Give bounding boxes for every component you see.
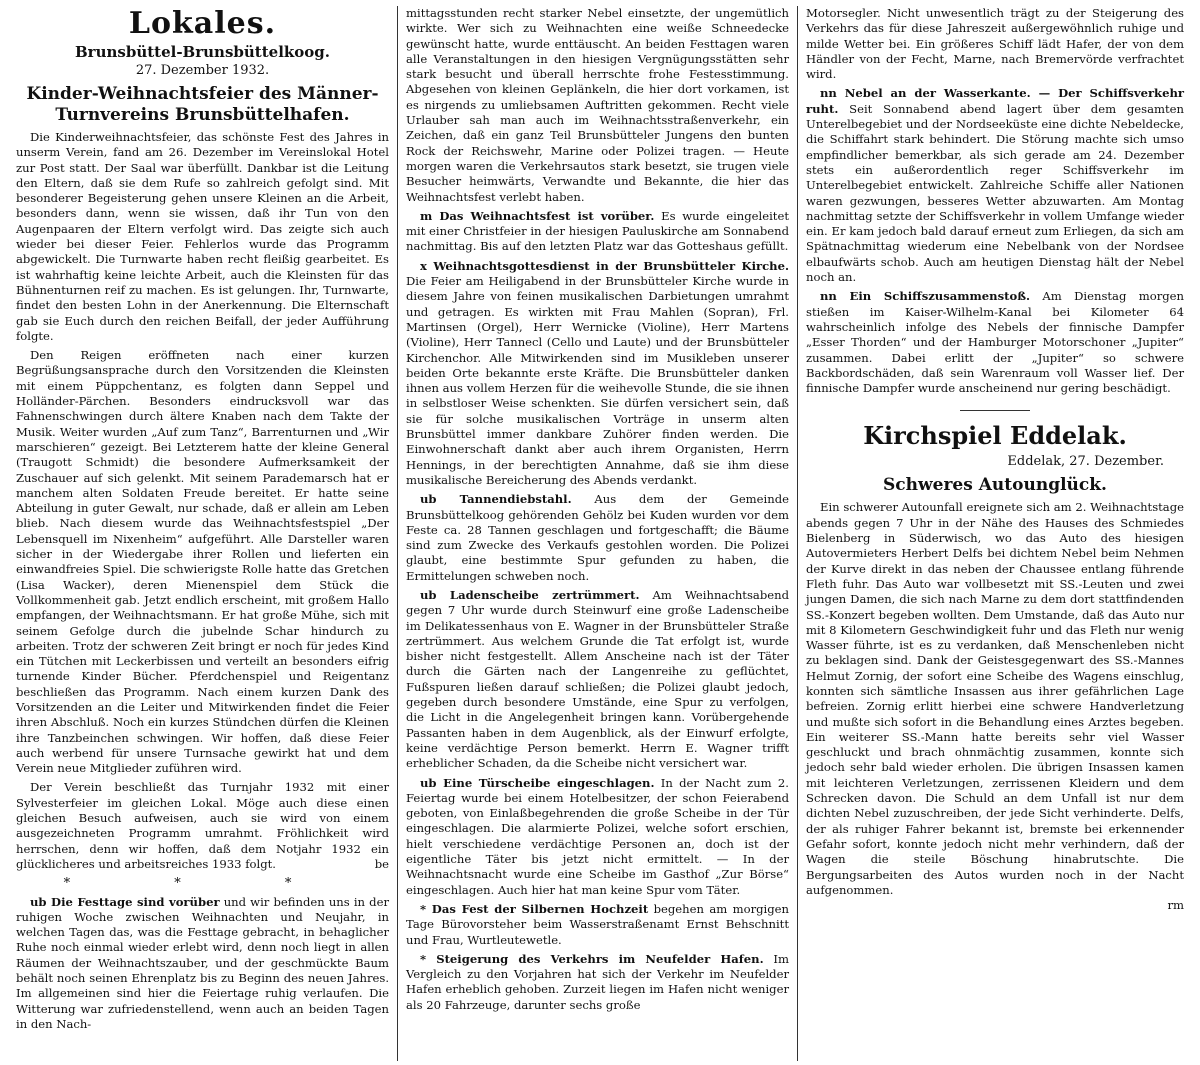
article-lead: ub Die Festtage sind vorüber [30, 894, 220, 909]
article-text: begehen am morgigen Tage Bürovorsteher beim Wasserstraßenamt Ernst Behschnitt und Frau, Wurtleutewetle. [406, 901, 790, 947]
article-ladenscheibe [406, 588, 789, 772]
article-lead: nn Ein Schiffszusammenstoß. [820, 289, 1031, 304]
article-lead: * Das Fest der Silbernen Hochzeit [420, 901, 649, 916]
article-text: und wir befinden uns in der ruhigen Woche zwischen Weihnachten und Neujahr, in welchen Tagen das, was die Festtage gebracht, in behaglicher Ruhe noch einmal wieder erlebt wird, denn noch liegt in allen Räumen der Weihnachtszauber, und der geschmückte Baum behält noch seinen Ehrenplatz bis zu Beginn des neuen Jahres. Im allgemeinen sind hier die Feiertage ruhig verlaufen. Die Witterung war zufriedenstellend, wenn auch an beiden Tagen in den Nach- [16, 894, 389, 1031]
article-lead: nn Nebel an der Wasserkante. — Der Schiffsverkehr ruht. [806, 86, 1184, 116]
article-tannendiebstahl [406, 492, 789, 584]
article-lead: x Weihnachtsgottesdienst in der Brunsbütteler Kirche. [420, 258, 789, 273]
article-text: Es wurde eingeleitet mit einer Christfeier in der hiesigen Pauluskirche am Sonnabend nachmittag. Bis auf den letzten Platz war das Gotteshaus gefüllt. [406, 208, 789, 254]
article-neufelder-hafen [406, 952, 789, 1013]
author-signature: be [374, 857, 389, 872]
article-text: Die Feier am Heiligabend in der Brunsbütteler Kirche wurde in diesem Jahre von feinen musikalischen Darbietungen umrahmt und getragen. Es wirkten mit Frau Mahlen (Sopran), Frl. Martinsen (Orgel), Herr Wernicke (Violine), Herr Martens (Violine), Herr Tannecl (Cello und Laute) und der Brunsbütteler Kirchenchor. Alle Mitwirkenden sind im Musikleben unserer beiden Orte bekannte erste Kräfte. Die Brunsbütteler danken ihnen aus vollem Herzen für die weihevolle Stunde, die sie ihnen in selbstloser Weise schenkten. Sie dürfen versichert sein, daß sie für solche musikalischen Vorträge in unserm alten Brunsbüttel immer dankbare Zuhörer finden werden. Die Einwohnerschaft dankt aber auch ihrem Organisten, Herrn Hennings, in der berechtigten Annahme, daß sie ihm diese musikalische Bereicherung des Abends verdankt. [406, 274, 789, 487]
article-nebel [806, 86, 1184, 285]
dateline: 27. Dezember 1932. [135, 63, 270, 78]
article-gottesdienst [406, 259, 789, 488]
article-paragraph: Die Kinderweihnachtsfeier, das schönste Fest des Jahres in unserm Verein, fand am 26. Dezember im Vereinslokal Hotel zur Post statt. Der Saal war überfüllt. Dankbar ist die Leitung den Eltern, daß sie dem Rufe so zahlreich gefolgt sind. Mit besonderer Begeisterung gehen unsere Kleinen an die Arbeit, besonders dann, wenn sie wissen, daß ihr Tun von den Augenpaaren der Eltern verfolgt wird. Das zeigte sich auch wieder bei dieser Feier. Fehlerlos wurde das Programm abgewickelt. Die Turnwarte haben recht fleißig gearbeitet. Es ist wahrhaftig keine leichte Arbeit, auch die Kleinsten für das Bühnenturnen reif zu machen. Es ist gelungen. Ihr, Turnwarte, findet den besten Lohn in der Anerkennung. Die Elternschaft gab sie Euch durch den reichen Beifall, der jeder Aufführung folgte. [16, 130, 389, 343]
article-weihnachtsfest [406, 209, 789, 255]
article-text: Seit Sonnabend abend lagert über dem gesamten Unterelbegebiet und der Nordseeküste eine dichte Nebeldecke, die Schiffahrt stark behindert. Die Störung machte sich umso empfindlicher bemerkbar, als sich gerade am 24. Dezember stets ein außerordentlich reger Schiffsverkehr im Unterelbegebiet entwickelt. Zahlreiche Schiffe aller Nationen waren gezwungen, besseres Wetter abzuwarten. Am Montag nachmittag setzte der Schiffsverkehr in vollem Umfange wieder ein. Er kam jedoch bald darauf erneut zum Erliegen, da sich am Spätnachmittag wiederum eine Nebelbank von der Nordsee elbaufwärts schob. Auch am heutigen Dienstag hält der Nebel noch an. [806, 101, 1184, 285]
article-silberhochzeit [406, 902, 789, 948]
article-text: In der Nacht zum 2. Feiertag wurde bei einem Hotelbesitzer, der schon Feierabend geboten, von Einlaßbegehrenden die große Scheibe in der Tür eingeschlagen. Die alarmierte Polizei, welche sofort erschien, hielt verschiedene verdächtige Personen an, doch ist der eigentliche Täter bis jetzt nicht ermittelt. — In der Weihnachtsnacht wurde eine Scheibe im Gasthof „Zur Börse“ eingeschlagen. Auch hier hat man keine Spur vom Täter. [406, 775, 789, 897]
author-signature: rm [1167, 898, 1184, 913]
column-middle [398, 6, 798, 1061]
dateline: Eddelak, 27. Dezember. [1007, 454, 1164, 470]
article-paragraph: mittagsstunden recht starker Nebel einsetzte, der ungemütlich wirkte. Wer sich zu Weihnachten eine weiße Schneedecke gewünscht hatte, wurde enttäuscht. An beiden Festtagen waren alle Veranstaltungen in den hiesigen Vergnügungsstätten sehr stark besucht und überall herrschte frohe Festesstimmung. Abgesehen von kleinen Geplänkeln, die hier dort vorkamen, ist es nirgends zu umliebsamen Auftritten gekommen. Recht viele Urlauber sah man auch im Weihnachtsstraßenverkehr, ein Zeichen, daß ein ganz Teil Brunsbütteler Jungens den bunten Rock der Reichswehr, Marine oder Polizei tragen. — Heute morgen waren die Verkehrsautos stark besetzt, sie trugen viele Besucher heimwärts, Verwandte und Bekannte, die hier das Weihnachtsfest verlebt haben. [406, 6, 789, 204]
article-paragraph: Den Reigen eröffneten nach einer kurzen Begrüßungsansprache durch den Vorsitzenden die Kleinsten mit einem Püppchentanz, es folgten dann Seppel und Holländer-Pärchen. Besonders eindrucksvoll war das Fahnenschwingen durch ältere Knaben nach dem Takte der Musik. Weiter wurden „Auf zum Tanz“, Barrenturnen und „Wir marschieren“ gezeigt. Bei Letzterem hatte der kleine General (Traugott Schmidt) die besondere Aufmerksamkeit der Zuschauer auf sich gelenkt. Mit seinem Parademarsch hat er manchem alten Soldaten Freude bereitet. Er hatte seine Abteilung in guter Gewalt, nur schade, daß er allein am Leben blieb. Nach diesem wurde das Weihnachtsfestspiel „Der Lebensquell im Nixenheim“ aufgeführt. Alle Darsteller waren sicher in der Wiedergabe ihrer Rollen und lieferten ein einwandfreies Spiel. Die schwierigste Rolle hatte das Gretchen (Lisa Wacker), deren Mienenspiel dem Stück die Vollkommenheit gab. Jetzt endlich erscheint, mit großem Hallo empfangen, der Weihnachtsmann. Er hat große Mühe, sich mit seinem Gefolge durch die jubelnde Schar hindurch zu arbeiten. Trotz der schweren Zeit bringt er noch für jedes Kind ein Tütchen mit Leckerbissen und verteilt an besonders eifrig turnende Kinder Bücher. Pferdchenspiel und Reigentanz beschließen das Programm. Nach einem kurzen Dank des Vorsitzenden an die Leiter und Mitwirkenden findet die Feier ihren Abschluß. Noch ein kurzes Stündchen dürfen die Kleinen ihre Tanzbeinchen schwingen. Wir hoffen, daß diese Feier auch werbend für unsere Turnsache gewirkt hat und dem Verein neue Mitglieder zuführen wird. [16, 348, 389, 776]
article-text: Im Vergleich zu den Vorjahren hat sich der Verkehr im Neufelder Hafen erheblich gehoben. Zurzeit liegen im Hafen nicht weniger als 20 Fahrzeuge, darunter sechs große [406, 951, 789, 1012]
article-lead: m Das Weihnachtsfest ist vorüber. [420, 208, 655, 223]
article-lead: * Steigerung des Verkehrs im Neufelder Hafen. [420, 951, 764, 966]
place-heading: Brunsbüttel-Brunsbüttelkoog. [75, 43, 330, 61]
section-masthead-lokales: Lokales. [128, 6, 277, 41]
article-lead: ub Eine Türscheibe eingeschlagen. [420, 775, 655, 790]
article-festtage [16, 895, 389, 1033]
article-paragraph: Motorsegler. Nicht unwesentlich trägt zu der Steigerung des Verkehrs das für diese Jahreszeit außergewöhnlich ruhige und milde Wetter bei. Ein größeres Schiff lädt Hafer, der von dem Händler von der Fecht, Marne, nach Bremervörde verfrachtet wird. [806, 6, 1184, 82]
column-right [798, 6, 1192, 1061]
separator-stars: * * * [63, 875, 342, 891]
section-masthead-eddelak: Kirchspiel Eddelak. [863, 421, 1127, 451]
article-paragraph: Der Verein beschließt das Turnjahr 1932 mit einer Sylvesterfeier im gleichen Lokal. Möge auch diese einen gleichen Besuch aufweisen, auch sie wird von einem ausgezeichneten Programm umrahmt. Fröhlichkeit wird herrschen, denn wir hoffen, daß dem Notjahr 1932 ein glücklicheres und arbeitsreiches 1933 folgt. [16, 780, 389, 871]
article-tuerscheibe [406, 776, 789, 898]
section-divider [960, 410, 1030, 411]
article-text: Am Dienstag morgen stießen im Kaiser-Wilhelm-Kanal bei Kilometer 64 wahrscheinlich infolge des Nebels der finnische Dampfer „Esser Thorden“ und der Hamburger Motorschoner „Jupiter“ zusammen. Dabei erlitt der „Jupiter“ so schwere Backbordschäden, daß sein Warenraum voll Wasser lief. Der finnische Dampfer wurde anscheinend nur gering beschädigt. [806, 289, 1184, 396]
column-left [8, 6, 398, 1061]
article-headline-autounglueck: Schweres Autounglück. [883, 475, 1107, 496]
article-headline-weihnachtsfeier: Kinder-Weihnachtsfeier des Männer-Turnvereins Brunsbüttelhafen. [26, 84, 379, 125]
article-lead: ub Ladenscheibe zertrümmert. [420, 587, 640, 602]
article-text: Aus dem der Gemeinde Brunsbüttelkoog gehörenden Gehölz bei Kuden wurden vor dem Feste ca. 28 Tannen geschlagen und fortgeschafft; die Bäume sind zum Zwecke des Verkaufs gestohlen worden. Die Polizei glaubt, eine bestimmte Spur gefunden zu haben, die Ermittelungen schweben noch. [406, 492, 789, 583]
article-lead: ub Tannendiebstahl. [420, 492, 572, 507]
article-text: Am Weihnachtsabend gegen 7 Uhr wurde durch Steinwurf eine große Ladenscheibe im Delikatessenhaus von E. Wagner in der Brunsbütteler Straße zertrümmert. Aus welchem Grunde die Tat erfolgt ist, wurde bisher nicht festgestellt. Allem Anscheine nach ist der Täter durch die Gärten nach der Langenreihe zu geflüchtet, Fußspuren ließen darauf schließen; die Polizei glaubt jedoch, gegeben durch besondere Umstände, eine Spur zu verfolgen, die Licht in die Angelegenheit bringen kann. Vorübergehende Passanten haben in dem Augenblick, als der Einwurf erfolgte, keine verdächtige Person bemerkt. Herrn E. Wagner trifft erheblicher Schaden, da die Scheibe nicht versichert war. [406, 587, 789, 771]
article-schiffszusammenstoss [806, 289, 1184, 396]
article-paragraph: Ein schwerer Autounfall ereignete sich am 2. Weihnachtstage abends gegen 7 Uhr in der Nähe des Hauses des Schmiedes Bielenberg in Süderwisch, wo das Auto des hiesigen Autovermieters Herbert Delfs bei dichtem Nebel beim Nehmen der Kurve direkt in das neben der Chaussee entlang führende Fleth fuhr. Das Auto war vollbesetzt mit SS.-Leuten und zwei jungen Damen, die sich nach Marne zu dem dort stattfindenden SS.-Konzert begeben wollten. Dem Umstande, daß das Auto nur mit 8 Kilometern Geschwindigkeit fuhr und das Fleth nur wenig Wasser führte, ist es zu verdanken, daß Menschenleben nicht zu beklagen sind. Dank der Geistesgegenwart des SS.-Mannes Helmut Zornig, der sofort eine Scheibe des Wagens einschlug, konnten sich sämtliche Insassen aus ihrer gefährlichen Lage befreien. Zornig erlitt hierbei eine schwere Handverletzung und mußte sich sofort in die Behandlung eines Arztes begeben. Ein weiterer SS.-Mann hatte bereits sehr viel Wasser geschluckt und brach ohnmächtig zusammen, konnte sich jedoch sehr bald wieder erholen. Die übrigen Insassen kamen mit leichteren Verletzungen, zerrissenen Kleidern und dem Schrecken davon. Die Schuld an dem Unfall ist nur dem dichten Nebel zuzuschreiben, der jede Sicht verhinderte. Delfs, der als ruhiger Fahrer bekannt ist, bremste bei erkennender Gefahr sofort, konnte jedoch nicht mehr verhindern, daß der Wagen die steile Böschung hinabrutschte. Die Bergungsarbeiten des Autos wurden noch in der Nacht aufgenommen. [806, 500, 1184, 897]
